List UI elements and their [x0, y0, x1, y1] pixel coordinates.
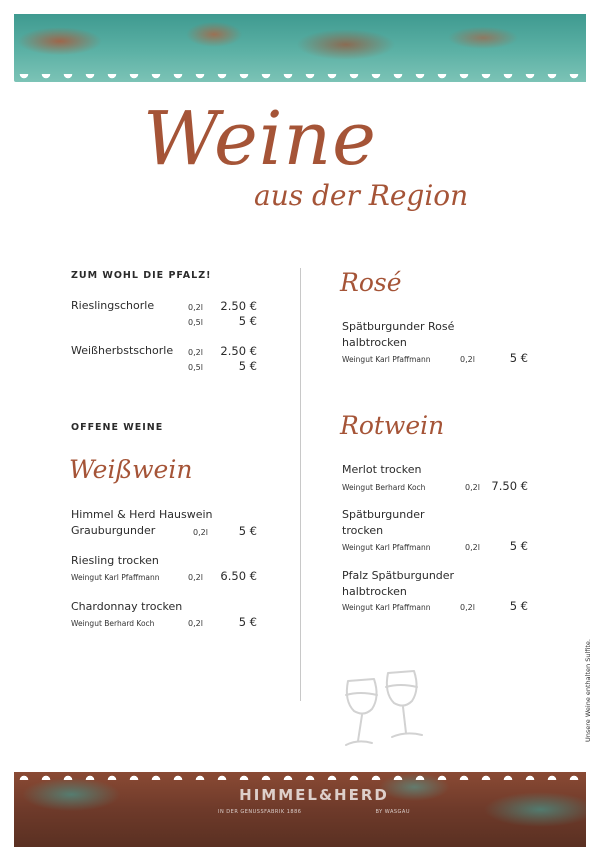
wine-name: Pfalz Spätburgunder: [342, 569, 455, 582]
wine-volume: 0,2l: [465, 483, 480, 492]
wine-volume: 0,2l: [188, 303, 203, 312]
wine-name: Rieslingschorle: [71, 299, 155, 312]
bottom-paint-band: [14, 772, 586, 847]
wine-name: Weißherbstschorle: [71, 344, 174, 357]
wine-producer: Weingut Karl Pfaffmann: [342, 355, 431, 364]
wine-price: 2.50 €: [220, 299, 257, 313]
page-title: Weine: [143, 96, 377, 182]
wine-name: Riesling trocken: [71, 554, 159, 567]
wine-producer: Weingut Karl Pfaffmann: [71, 573, 160, 582]
wine-volume: 0,2l: [465, 543, 480, 552]
page-subtitle: aus der Region: [254, 179, 469, 212]
offene-weine-heading: OFFENE WEINE: [71, 422, 164, 433]
footer-logo-sub: IN DER GENUSSFABRIK 1886: [218, 809, 302, 815]
wine-price: 7.50 €: [491, 479, 528, 493]
wine-price: 5 €: [238, 615, 257, 629]
rose-title: Rosé: [340, 268, 402, 297]
wine-name-line2: halbtrocken: [342, 585, 407, 598]
wine-volume: 0,5l: [188, 363, 203, 372]
wine-volume: 0,2l: [460, 603, 475, 612]
wine-name: Himmel & Herd Hauswein: [71, 508, 213, 521]
wine-name: Chardonnay trocken: [71, 600, 183, 613]
footer-logo-by: BY WASGAU: [375, 809, 410, 815]
weisswein-title: Weißwein: [69, 455, 193, 484]
wine-name-line2: Grauburgunder: [71, 524, 156, 537]
wine-volume: 0,2l: [460, 355, 475, 364]
wine-name: Merlot trocken: [342, 463, 422, 476]
column-divider: [300, 268, 301, 701]
top-paint-band: [14, 14, 586, 82]
wine-glasses-icon: [340, 667, 430, 749]
sulfite-note: Unsere Weine enthalten Sulfite.: [584, 639, 592, 742]
rotwein-title: Rotwein: [340, 411, 445, 440]
wine-price: 2.50 €: [220, 344, 257, 358]
wine-price: 5 €: [238, 524, 257, 538]
wine-price: 6.50 €: [220, 569, 257, 583]
wine-volume: 0,2l: [188, 573, 203, 582]
wine-name-line2: trocken: [342, 524, 384, 537]
footer-logo: [214, 786, 414, 815]
wine-producer: Weingut Karl Pfaffmann: [342, 543, 431, 552]
wine-volume: 0,2l: [193, 528, 208, 537]
footer-logo-text: HIMMEL&HERD: [239, 786, 389, 804]
wine-name-line2: halbtrocken: [342, 336, 407, 349]
wine-volume: 0,2l: [188, 348, 203, 357]
wine-volume: 0,2l: [188, 619, 203, 628]
wine-price: 5 €: [509, 599, 528, 613]
wine-volume: 0,5l: [188, 318, 203, 327]
wine-name: Spätburgunder: [342, 508, 425, 521]
wine-price: 5 €: [509, 539, 528, 553]
wine-price: 5 €: [238, 314, 257, 328]
wine-price: 5 €: [238, 359, 257, 373]
wine-producer: Weingut Berhard Koch: [342, 483, 426, 492]
wine-producer: Weingut Berhard Koch: [71, 619, 155, 628]
wine-name: Spätburgunder Rosé: [342, 320, 455, 333]
wine-price: 5 €: [509, 351, 528, 365]
schorle-heading: ZUM WOHL DIE PFALZ!: [71, 270, 212, 281]
wine-producer: Weingut Karl Pfaffmann: [342, 603, 431, 612]
